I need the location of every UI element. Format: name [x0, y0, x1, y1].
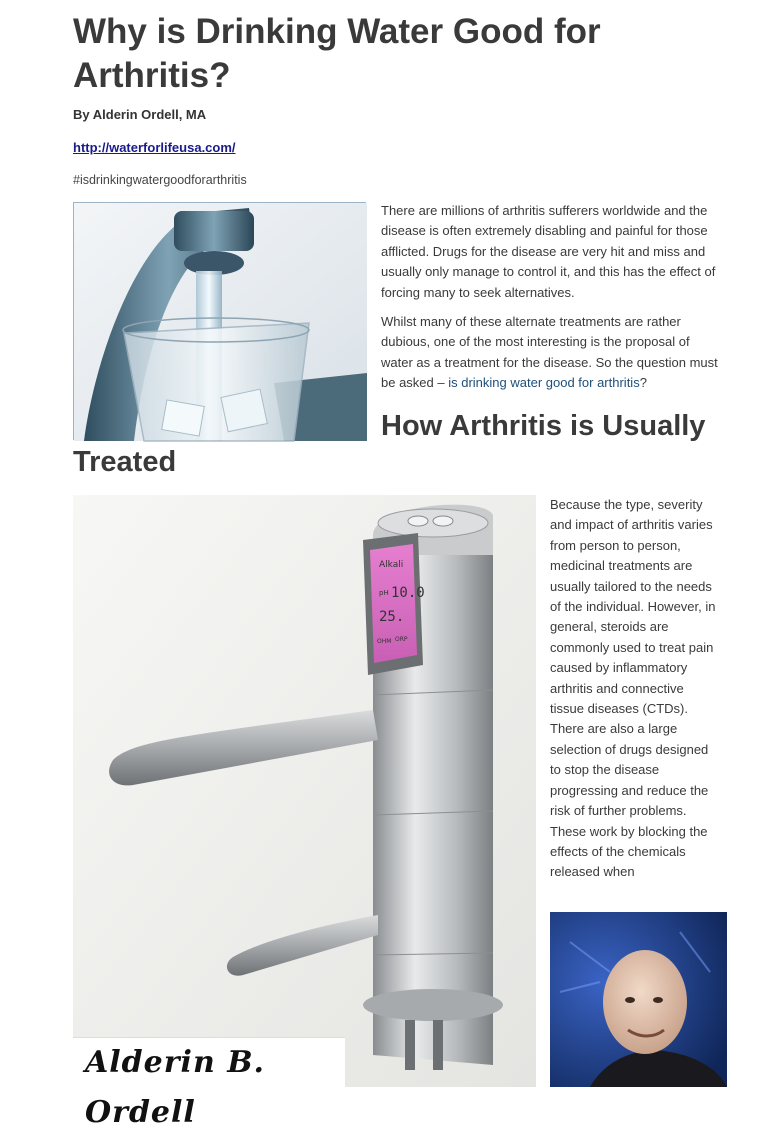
display-footer-left: OHM [377, 638, 392, 645]
display-mode-label: Alkali [379, 560, 404, 570]
display-footer-right: ORP [395, 636, 408, 643]
water-ionizer-faucet-image [73, 495, 536, 1087]
display-ph-label: pH [379, 589, 389, 597]
faucet-water-glass-image [73, 202, 366, 440]
hashtag: #isdrinkingwatergoodforarthritis [73, 173, 247, 187]
intro-paragraph-1: There are millions of arthritis sufferers worldwide and the disease is often extremely disabling and painful for those afflicted. Drugs for the disease are very hit and miss and usually only manage to control it, and this has the effect of forcing many to seek alternatives. [381, 203, 716, 300]
drinking-water-arthritis-link[interactable]: is drinking water good for arthritis [448, 375, 640, 391]
intro-paragraph-2-end: ? [639, 375, 647, 391]
author-portrait [550, 912, 727, 1087]
intro-paragraph-2-text: Whilst many of these alternate treatments are rather dubious, one of the most interesting is the proposal of water as a treatment for the disease. So the question must be asked – [381, 314, 718, 391]
intro-paragraph-2 [381, 312, 721, 394]
section-heading-continued: Treated [73, 446, 177, 478]
website-link[interactable]: http://waterforlifeusa.com/ [73, 140, 236, 155]
author-byline: By Alderin Ordell, MA [73, 107, 207, 122]
author-signature: Alderin B. Ordell [73, 1037, 345, 1087]
intro-section [381, 201, 721, 403]
treatment-paragraph: Because the type, severity and impact of arthritis varies from person to person, medicinal treatments are usually tailored to the needs of the individual. However, in general, steroids are commonly used to treat pain caused by inflammatory arthritis and connective tissue diseases (CTDs). There are also a large selection of drugs designed to stop the disease progressing and reduce the risk of further problems. These work by blocking the effects of the chemicals released when [550, 497, 716, 880]
section-heading: How Arthritis is Usually [381, 410, 706, 442]
article-title: Why is Drinking Water Good for Arthritis? [73, 12, 601, 95]
display-ph-value: 10.0 [391, 585, 425, 601]
display-temp-value: 25. [379, 609, 405, 625]
